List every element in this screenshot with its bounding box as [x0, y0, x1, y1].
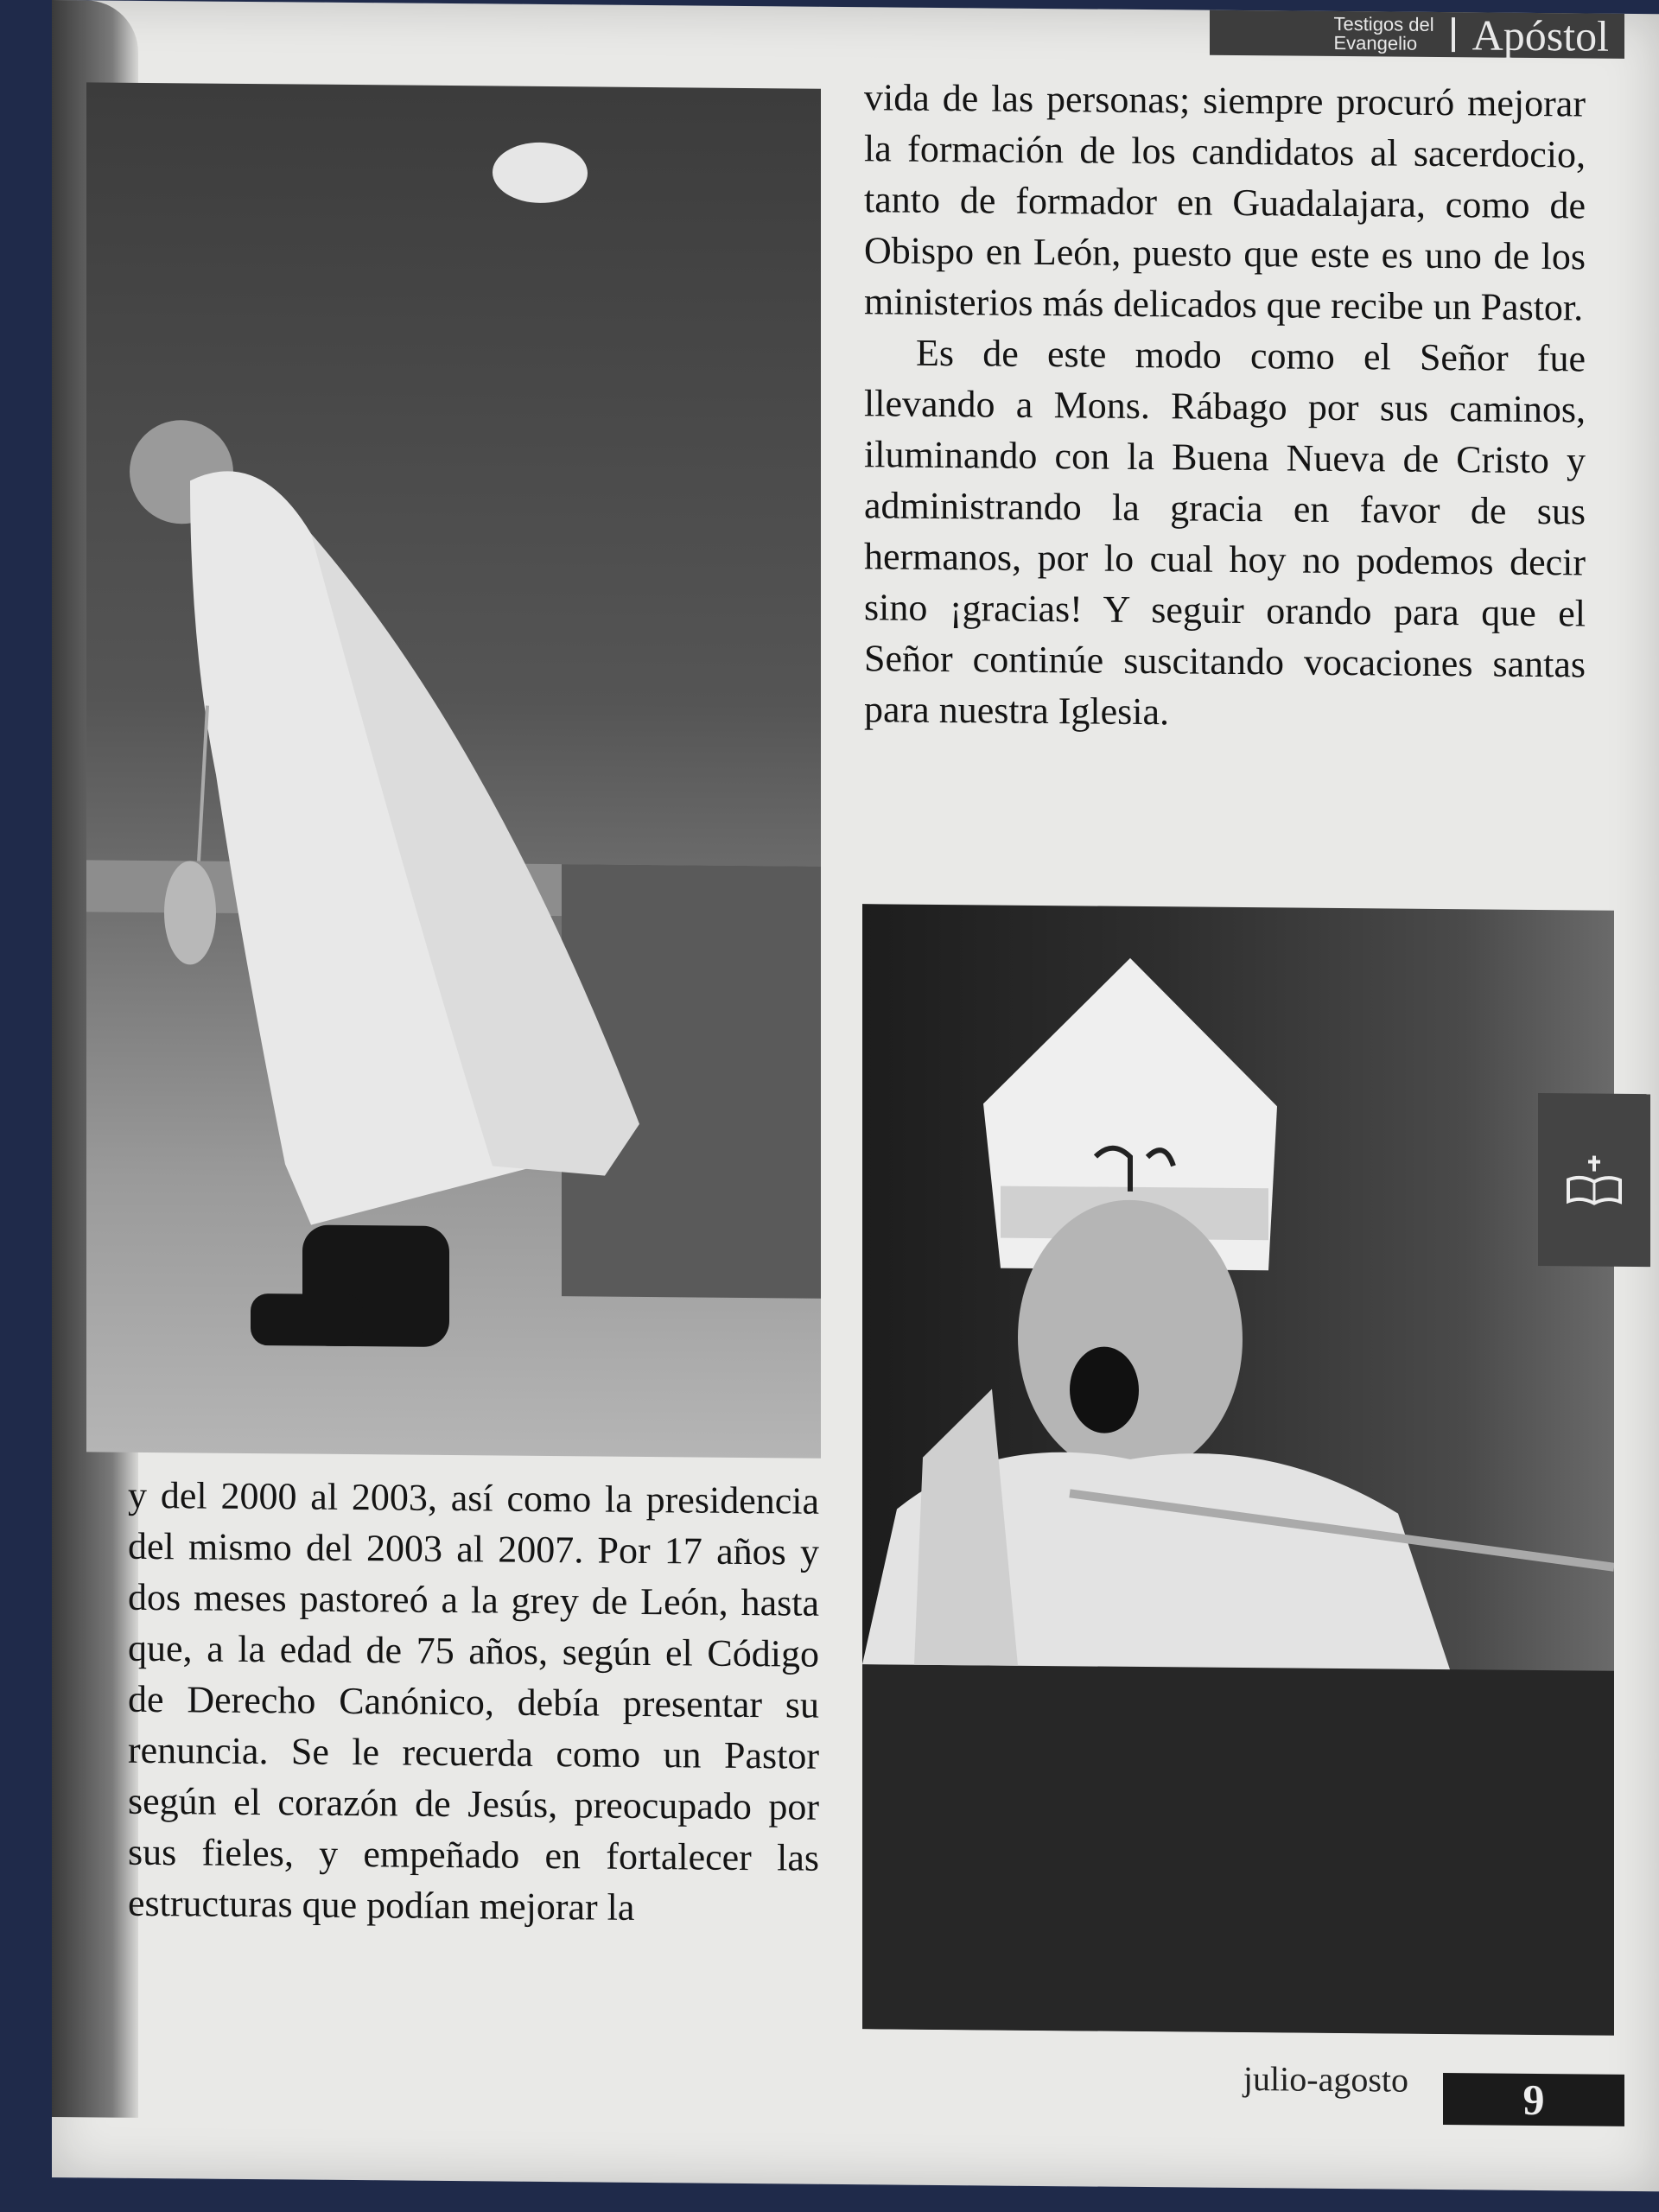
- priest-illustration: [86, 82, 821, 1458]
- header-divider: [1452, 17, 1455, 52]
- paragraph: Es de este modo como el Señor fue llevando a Mons. Rábago por sus caminos, iluminando con la Buena Nueva de Cristo y administrando la gracia en favor de sus hermanos, por lo cual hoy no podemos decir sino ¡gracias! Y seguir orando para que el Señor continúe suscitando vocaciones santas para nuestra Iglesia.: [864, 331, 1586, 734]
- paragraph: vida de las personas; siempre procuró mejorar la formación de los candidatos al sacerdocio, tanto de formador en Guadalajara, como de Obispo en León, puesto que este es uno de los ministerios más delicados que recibe un Pastor.: [864, 76, 1586, 329]
- header-subtitle-line1: Testigos del: [1333, 12, 1434, 35]
- photo-bishop-speaking: [862, 904, 1614, 2036]
- photo-priest-incensing: [86, 82, 821, 1458]
- bishop-illustration: [862, 904, 1614, 2036]
- page-number: 9: [1443, 2073, 1624, 2126]
- magazine-page: [52, 0, 1659, 2191]
- section-tab: [1538, 1093, 1650, 1267]
- book-cross-icon: [1564, 1154, 1624, 1206]
- header-subtitle-line2: Evangelio: [1333, 31, 1418, 54]
- text-column-left: [128, 1470, 819, 1935]
- paragraph: y del 2000 al 2003, así como la presidencia del mismo del 2003 al 2007. Por 17 años y dos meses pastoreó a la grey de León, hasta que, a la edad de 75 años, según el Código de Derecho Canónico, debía presentar su renuncia. Se le recuerda como un Pastor según el corazón de Jesús, preocupado por sus fieles, y empeñado en fortalecer las estructuras que podían mejorar la: [128, 1473, 819, 1929]
- page-header: [1210, 10, 1624, 59]
- text-column-right: [864, 72, 1586, 741]
- header-subtitle: [1333, 12, 1434, 54]
- issue-label: julio-agosto: [1243, 2059, 1408, 2100]
- magazine-title: Apóstol: [1471, 10, 1609, 60]
